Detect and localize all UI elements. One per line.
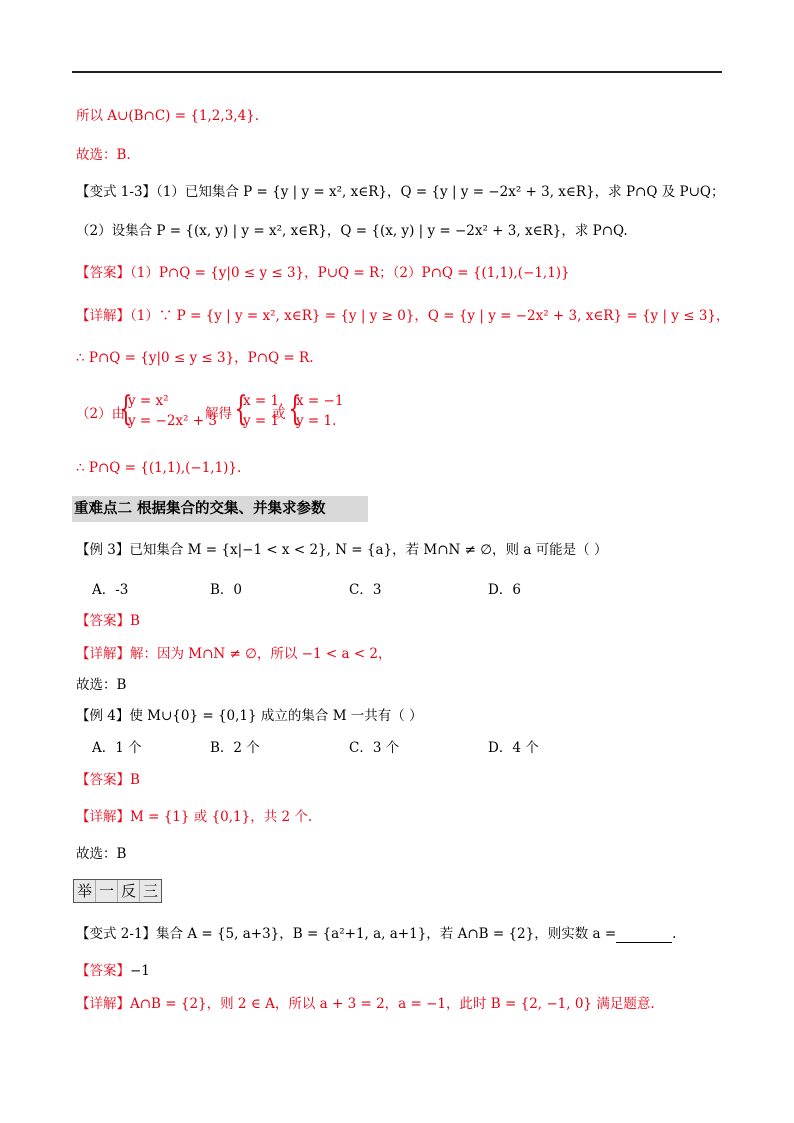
practice-badge xyxy=(73,879,162,903)
answer-text: 【答案】（1）P∩Q = {y|0 ≤ y ≤ 3}，P∪Q = R；（2）P∩Q = {(1,1),(−1,1)} xyxy=(76,265,570,281)
solution: x = 1, xyxy=(243,393,284,409)
section-heading: 重难点二 根据集合的交集、并集求参数 xyxy=(72,496,368,522)
solution: y = 1 xyxy=(243,413,280,429)
solution: x = −1 xyxy=(296,393,344,409)
option-b: B．2 个 xyxy=(210,740,260,756)
question-text: 【例 3】已知集合 M = {x|−1 < x < 2}, N = {a}，若 M∩N ≠ ∅，则 a 可能是（ ） xyxy=(76,542,608,558)
brace-icon: { xyxy=(288,389,302,429)
detail-text: 【详解】（1）∵ P = {y | y = x², x∈R} = {y | y ≥ 0}，Q = {y | y = −2x² + 3, x∈R} = {y | y ≤ 3}， xyxy=(76,308,730,324)
detail-text: 【详解】A∩B = {2}，则 2 ∈ A，所以 a + 3 = 2，a = −1，此时 B = {2, −1, 0} 满足题意. xyxy=(76,996,655,1012)
detail-text: ∴ P∩Q = {y|0 ≤ y ≤ 3}，P∩Q = R. xyxy=(76,350,314,366)
detail-text: ∴ P∩Q = {(1,1),(−1,1)}. xyxy=(76,460,242,476)
equation: y = x² xyxy=(128,393,169,409)
choose-text: 故选：B xyxy=(76,846,127,862)
option-a: A．-3 xyxy=(92,582,129,598)
header-rule xyxy=(72,71,722,73)
question-body: 【变式 2-1】集合 A = {5, a+3}，B = {a²+1, a, a+1}，若 A∩B = {2}，则实数 a = xyxy=(76,926,617,942)
or-label: 或 xyxy=(272,406,286,422)
answer-text: 【答案】B xyxy=(76,613,140,629)
solve-label: 解得 xyxy=(205,406,232,422)
option-d: D．6 xyxy=(488,582,521,598)
answer-text: 【答案】B xyxy=(76,772,140,788)
brace-icon: { xyxy=(119,389,133,429)
option-c: C．3 xyxy=(349,582,382,598)
option-c: C．3 个 xyxy=(349,740,400,756)
solution: y = 1. xyxy=(296,413,337,429)
brace-icon: { xyxy=(234,389,248,429)
answer-blank xyxy=(616,928,672,943)
detail-text: 【详解】M = {1} 或 {0,1}，共 2 个. xyxy=(76,809,313,825)
question-end: . xyxy=(672,926,677,942)
answer-text xyxy=(76,962,150,980)
question-text: 【例 4】使 M∪{0} = {0,1} 成立的集合 M 一共有（ ） xyxy=(76,708,423,724)
detail-text: 【详解】解：因为 M∩N ≠ ∅，所以 −1 < a < 2， xyxy=(76,646,392,662)
answer-value: −1 xyxy=(130,963,150,979)
option-b: B．0 xyxy=(210,582,243,598)
equation: y = −2x² + 3 xyxy=(128,413,217,429)
badge-char: 举 xyxy=(74,880,96,902)
choose-text: 故选：B xyxy=(76,677,127,693)
badge-char: 一 xyxy=(96,880,118,902)
question-text xyxy=(76,925,676,943)
text-line: 所以 A∪(B∩C) = {1,2,3,4}. xyxy=(76,108,260,124)
question-text: 【变式 1-3】（1）已知集合 P = {y | y = x², x∈R}，Q = {y | y = −2x² + 3, x∈R}，求 P∩Q 及 P∪Q； xyxy=(76,184,725,200)
text-line: 故选：B. xyxy=(76,147,131,163)
option-a: A．1 个 xyxy=(92,740,142,756)
question-text: （2）设集合 P = {(x, y) | y = x², x∈R}，Q = {(x, y) | y = −2x² + 3, x∈R}，求 P∩Q. xyxy=(76,223,628,239)
system-prefix: （2）由 xyxy=(76,406,126,422)
badge-char: 三 xyxy=(142,882,158,900)
badge-char: 反 xyxy=(118,880,140,902)
option-d: D．4 个 xyxy=(488,740,539,756)
answer-label: 【答案】 xyxy=(76,963,130,979)
